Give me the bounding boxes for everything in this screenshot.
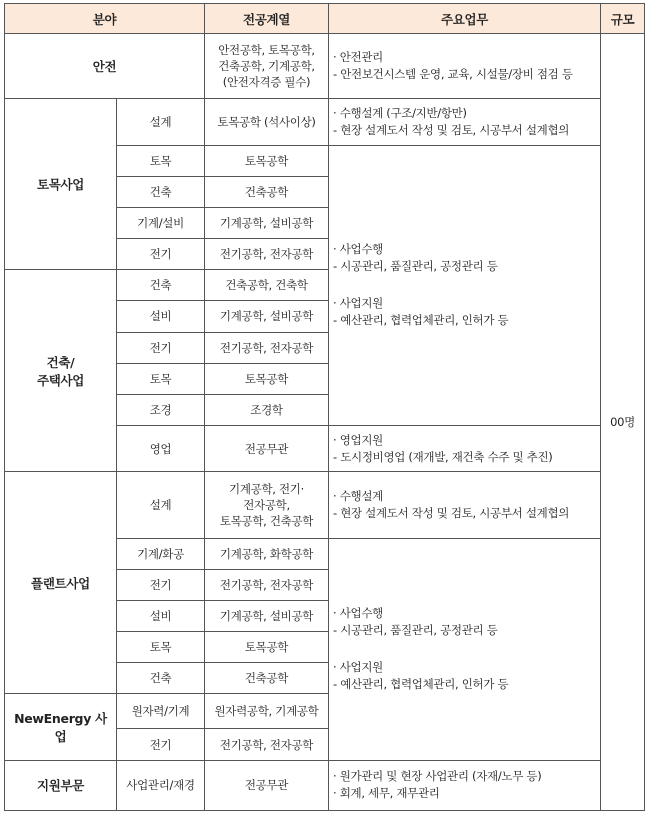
duty-line: · 사업수행 [333, 606, 383, 621]
major-cell: 전기공학, 전자공학 [205, 569, 329, 600]
duty-cell [329, 99, 601, 145]
sub-field: 조경 [117, 394, 205, 425]
sub-field: 원자력/기계 [117, 694, 205, 729]
duty-line: - 도시정비영업 (재개발, 재건축 수주 및 추진) [333, 449, 553, 464]
sub-field: 설계 [117, 472, 205, 538]
duty-line: · 수행설계 (구조/지반/항만) [333, 105, 467, 120]
major-cell: 토목공학 (석사이상) [205, 99, 329, 145]
major-cell: 조경학 [205, 394, 329, 425]
duty-cell [329, 538, 601, 760]
sub-field: 건축 [117, 270, 205, 301]
duty-line: - 시공관리, 품질관리, 공정관리 등 [333, 623, 498, 638]
sub-field: 기계/화공 [117, 538, 205, 569]
major-cell: 기계공학, 설비공학 [205, 207, 329, 238]
duty-line: · 회계, 세무, 재무관리 [333, 786, 440, 801]
duty-cell [329, 425, 601, 471]
sub-field: 사업관리/재경 [117, 760, 205, 810]
duty-line: · 수행설계 [333, 488, 383, 503]
major-cell: 전공무관 [205, 425, 329, 471]
sub-field: 영업 [117, 425, 205, 471]
sub-field: 설계 [117, 99, 205, 145]
spacer [333, 639, 596, 659]
sub-field: 전기 [117, 569, 205, 600]
major-line: 안전공학, 토목공학, [218, 43, 315, 58]
sub-field: 전기 [117, 239, 205, 270]
duty-line: - 시공관리, 품질관리, 공정관리 등 [333, 259, 498, 274]
duty-line: · 원가관리 및 현장 사업관리 (자재/노무 등) [333, 769, 542, 784]
header-row [5, 4, 645, 34]
category-support: 지원부문 [5, 760, 117, 810]
sub-field: 토목 [117, 632, 205, 663]
sub-field: 설비 [117, 600, 205, 631]
major-line: 토목공학, 건축공학 [219, 513, 314, 528]
sub-field: 건축 [117, 663, 205, 694]
major-line: 건축공학, 기계공학, [218, 59, 315, 74]
sub-field: 기계/설비 [117, 207, 205, 238]
header-duties: 주요업무 [329, 4, 601, 34]
category-civil: 토목사업 [5, 99, 117, 270]
major-cell: 기계공학, 화학공학 [205, 538, 329, 569]
major-cell: 기계공학, 설비공학 [205, 600, 329, 631]
major-cell: 토목공학 [205, 145, 329, 176]
header-major: 전공계열 [205, 4, 329, 34]
duty-cell [329, 34, 601, 99]
sub-field: 건축 [117, 176, 205, 207]
spacer [333, 275, 596, 295]
recruitment-table [4, 3, 645, 811]
duty-line: - 현장 설계도서 작성 및 검토, 시공부서 설계협의 [333, 122, 570, 137]
duty-line: · 사업지원 [333, 296, 383, 311]
size-cell: 00명 [601, 34, 645, 811]
duty-cell [329, 472, 601, 538]
sub-field: 전기 [117, 729, 205, 760]
header-field: 분야 [5, 4, 205, 34]
major-cell: 건축공학, 건축학 [205, 270, 329, 301]
header-size: 규모 [601, 4, 645, 34]
major-cell: 원자력공학, 기계공학 [205, 694, 329, 729]
major-cell: 토목공학 [205, 363, 329, 394]
major-cell: 기계공학, 설비공학 [205, 301, 329, 332]
sub-field: 전기 [117, 332, 205, 363]
category-newenergy: NewEnergy 사업 [5, 694, 117, 760]
duty-line: · 사업지원 [333, 660, 383, 675]
major-cell: 건축공학 [205, 176, 329, 207]
category-line: 건축/ [46, 354, 75, 370]
duty-cell [329, 145, 601, 425]
duty-line: · 사업수행 [333, 242, 383, 257]
sub-field: 토목 [117, 363, 205, 394]
duty-line: - 예산관리, 협력업체관리, 인허가 등 [333, 313, 509, 328]
duty-line: - 예산관리, 협력업체관리, 인허가 등 [333, 677, 509, 692]
duty-cell [329, 760, 601, 810]
category-safety: 안전 [5, 34, 205, 99]
major-cell [205, 34, 329, 99]
category-building [5, 270, 117, 472]
table-row [5, 472, 645, 538]
major-line: (안전자격증 필수) [222, 75, 311, 90]
duty-line: · 안전관리 [333, 50, 383, 65]
category-line: 주택사업 [36, 372, 85, 388]
table-row [5, 99, 645, 145]
major-cell: 전기공학, 전자공학 [205, 239, 329, 270]
major-cell: 전기공학, 전자공학 [205, 729, 329, 760]
duty-line: · 영업지원 [333, 432, 383, 447]
major-cell: 건축공학 [205, 663, 329, 694]
major-cell: 전공무관 [205, 760, 329, 810]
major-cell: 토목공학 [205, 632, 329, 663]
sub-field: 설비 [117, 301, 205, 332]
major-cell: 전기공학, 전자공학 [205, 332, 329, 363]
major-line: 기계공학, 전기· [229, 481, 304, 496]
table-row [5, 760, 645, 810]
category-plant: 플랜트사업 [5, 472, 117, 694]
major-cell [205, 472, 329, 538]
sub-field: 토목 [117, 145, 205, 176]
duty-line: - 안전보건시스템 운영, 교육, 시설물/장비 점검 등 [333, 67, 573, 82]
table-row [5, 34, 645, 99]
duty-line: - 현장 설계도서 작성 및 검토, 시공부서 설계협의 [333, 505, 570, 520]
major-line: 전자공학, [243, 497, 290, 512]
